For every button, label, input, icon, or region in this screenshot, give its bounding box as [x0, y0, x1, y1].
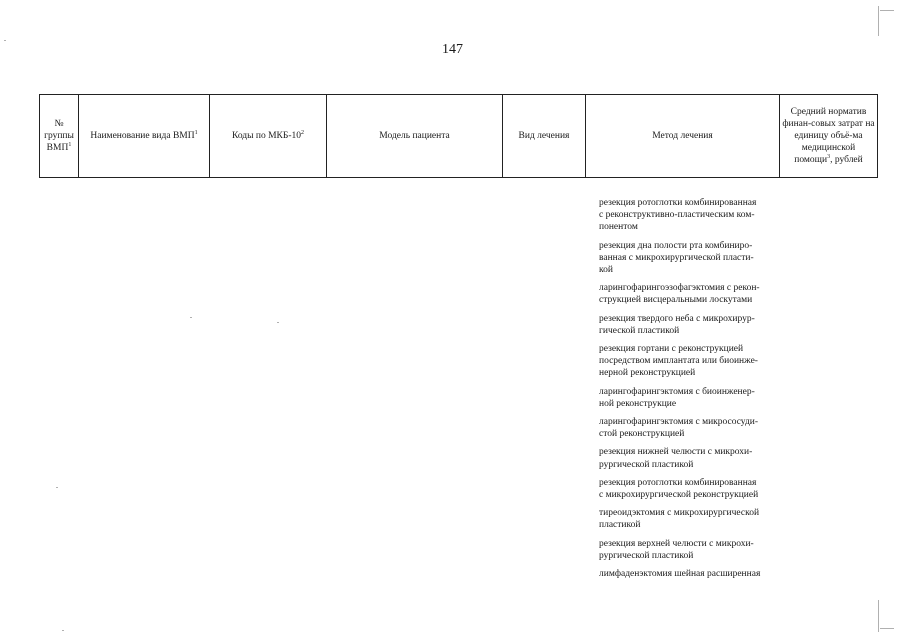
method-line: с реконструктивно-пластическим ком-	[599, 210, 755, 221]
list-item	[599, 197, 789, 234]
scan-mark	[62, 630, 64, 631]
table-header	[39, 94, 878, 178]
footnote-mark: 2	[301, 129, 305, 136]
method-line: пластикой	[599, 520, 641, 531]
method-line: ларингофарингэктомия с биоинженер-	[599, 386, 755, 397]
method-line: понентом	[599, 222, 638, 233]
scan-mark	[878, 6, 879, 36]
method-line: стой реконструкцией	[599, 429, 685, 440]
method-line: ларингофарингоэзофагэктомия с рекон-	[599, 283, 760, 294]
method-line: гической пластикой	[599, 325, 680, 336]
method-line: рургической пластикой	[599, 459, 694, 470]
method-line: резекция гортани с реконструкцией	[599, 344, 744, 355]
scan-mark	[880, 628, 894, 629]
page-number: 147	[442, 42, 463, 57]
col-header-method	[586, 95, 780, 178]
list-item	[599, 507, 789, 531]
scan-mark	[878, 600, 879, 632]
list-item	[599, 386, 789, 410]
col-header-cost-unit: , рублей	[830, 155, 863, 165]
method-line: резекция ротоглотки комбинированная	[599, 477, 757, 488]
method-line: резекция верхней челюсти с микрохи-	[599, 538, 754, 549]
col-header-model	[327, 95, 503, 178]
footnote-mark: 1	[68, 141, 72, 148]
list-item	[599, 416, 789, 440]
method-line: рургической пластикой	[599, 550, 694, 561]
list-item	[599, 538, 789, 562]
col-header-type	[503, 95, 586, 178]
list-item	[599, 477, 789, 501]
col-header-type-label: Вид лечения	[518, 131, 570, 141]
scan-mark	[190, 317, 192, 318]
method-line: резекция нижней челюсти с микрохи-	[599, 447, 753, 458]
method-line: лимфаденэктомия шейная расширенная	[599, 569, 761, 580]
method-line: ванная с микрохирургической пласти-	[599, 252, 754, 263]
footnote-mark: 3	[827, 153, 831, 160]
list-item	[599, 282, 789, 306]
scan-mark	[277, 322, 279, 323]
col-header-cost-label: Средний норматив финан-совых затрат на единицу объё-ма медицинской помощи	[782, 107, 875, 165]
col-header-model-label: Модель пациента	[379, 131, 450, 141]
list-item	[599, 568, 789, 580]
method-line: нерной реконструкцией	[599, 368, 696, 379]
method-line: посредством имплантата или биоинже-	[599, 356, 758, 367]
col-header-codes	[210, 95, 327, 178]
list-item	[599, 313, 789, 337]
method-line: резекция ротоглотки комбинированная	[599, 198, 757, 208]
scan-mark	[880, 10, 894, 11]
method-line: резекция твердого неба с микрохирур-	[599, 313, 755, 324]
col-header-group-label: № группы ВМП	[44, 119, 74, 153]
method-line: струкцией висцеральными лоскутами	[599, 295, 753, 306]
method-line: ной реконструкцие	[599, 398, 677, 409]
col-header-group	[40, 95, 79, 178]
list-item	[599, 240, 789, 277]
method-line: с микрохирургической реконструкцией	[599, 490, 759, 501]
method-line: ларингофарингэктомия с микрососуди-	[599, 417, 759, 428]
scan-mark	[4, 40, 6, 41]
method-line: резекция дна полости рта комбиниро-	[599, 240, 753, 251]
col-header-name-label: Наименование вида ВМП	[90, 131, 195, 141]
list-item	[599, 343, 789, 380]
list-item	[599, 446, 789, 470]
treatment-methods-list	[599, 197, 789, 586]
col-header-cost	[780, 95, 878, 178]
scan-mark	[56, 487, 58, 488]
method-line: тиреоидэктомия с микрохирургической	[599, 508, 760, 519]
col-header-codes-label: Коды по МКБ-10	[231, 131, 302, 141]
col-header-method-label: Метод лечения	[652, 131, 713, 141]
col-header-name	[79, 95, 210, 178]
footnote-mark: 1	[194, 129, 198, 136]
method-line: кой	[599, 265, 613, 276]
